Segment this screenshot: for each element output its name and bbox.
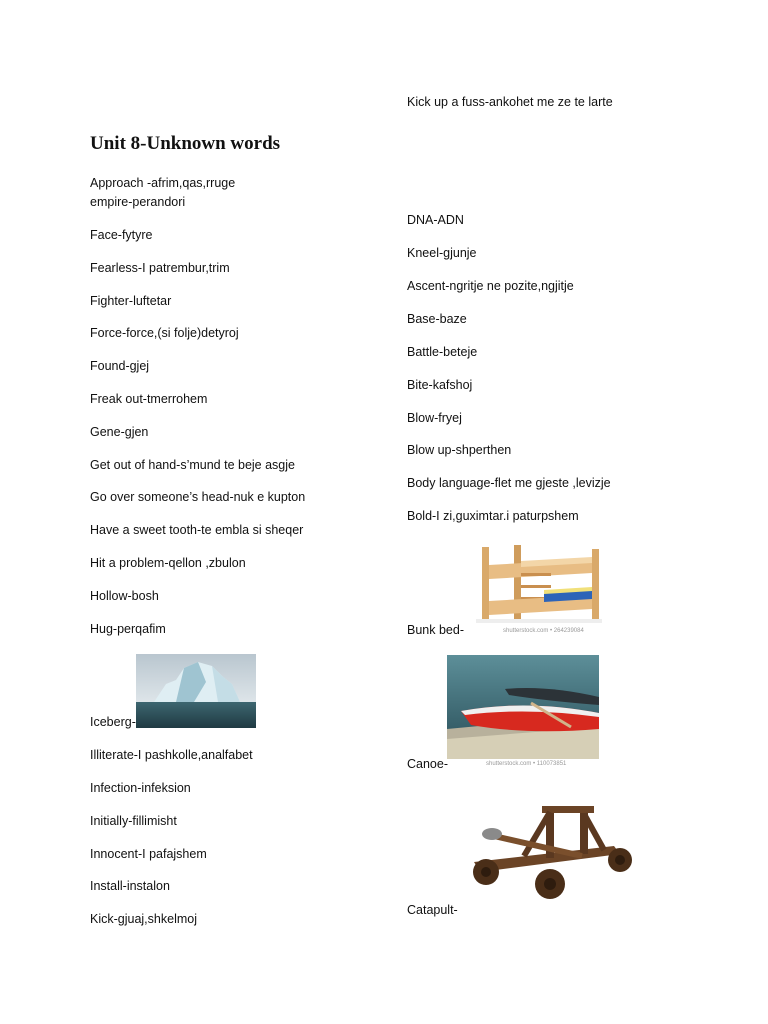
vocab-entry: Ascent-ngritje ne pozite,ngjitje xyxy=(407,279,574,293)
vocab-entry: Approach -afrim,qas,rruge xyxy=(90,176,236,190)
vocab-entry: Battle-beteje xyxy=(407,345,478,359)
watermark-text: shutterstock.com • 264239084 xyxy=(503,628,584,634)
vocab-entry: Install-instalon xyxy=(90,879,170,893)
vocab-entry: Face-fytyre xyxy=(90,228,153,242)
vocab-entry: Canoe- xyxy=(407,757,448,771)
vocab-entry: Bold-I zi,guximtar.i paturpshem xyxy=(407,509,579,523)
vocab-entry: Fighter-luftetar xyxy=(90,294,172,308)
vocab-entry: Kick-gjuaj,shkelmoj xyxy=(90,912,197,926)
vocab-entry: Body language-flet me gjeste ,levizje xyxy=(407,476,611,490)
vocab-entry: Iceberg- xyxy=(90,715,136,729)
vocab-entry: Gene-gjen xyxy=(90,425,149,439)
vocab-entry: Hug-perqafim xyxy=(90,622,166,636)
vocab-entry: Blow-fryej xyxy=(407,411,462,425)
watermark-text: shutterstock.com • 110073851 xyxy=(486,761,567,767)
vocab-entry: Blow up-shperthen xyxy=(407,443,512,457)
canoe-image xyxy=(447,655,599,759)
vocab-entry: Initially-fillimisht xyxy=(90,814,177,828)
vocab-entry: Freak out-tmerrohem xyxy=(90,392,208,406)
vocab-entry: Bite-kafshoj xyxy=(407,378,473,392)
vocab-entry: Kneel-gjunje xyxy=(407,246,477,260)
vocab-entry: Base-baze xyxy=(407,312,467,326)
vocab-entry: empire-perandori xyxy=(90,195,186,209)
vocab-entry: Illiterate-I pashkolle,analfabet xyxy=(90,748,253,762)
vocab-entry: Hollow-bosh xyxy=(90,589,159,603)
page-title: Unit 8-Unknown words xyxy=(90,133,281,154)
vocab-entry: Hit a problem-qellon ,zbulon xyxy=(90,556,246,570)
vocab-entry: Innocent-I pafajshem xyxy=(90,847,207,861)
vocab-entry: DNA-ADN xyxy=(407,213,464,227)
vocab-entry: Infection-infeksion xyxy=(90,781,191,795)
vocab-entry: Have a sweet tooth-te embla si sheqer xyxy=(90,523,304,537)
bunk-bed-image xyxy=(474,543,604,627)
vocab-entry: Get out of hand-s’mund te beje asgje xyxy=(90,458,295,472)
vocab-entry: Bunk bed- xyxy=(407,623,464,637)
vocab-entry: Found-gjej xyxy=(90,359,150,373)
vocab-entry: Catapult- xyxy=(407,903,458,917)
catapult-image xyxy=(464,800,634,904)
iceberg-image xyxy=(136,654,256,728)
vocab-entry: Go over someone’s head-nuk e kupton xyxy=(90,490,306,504)
vocab-entry: Force-force,(si folje)detyroj xyxy=(90,326,239,340)
vocab-entry: Kick up a fuss-ankohet me ze te larte xyxy=(407,95,613,109)
vocab-entry: Fearless-I patrembur,trim xyxy=(90,261,230,275)
